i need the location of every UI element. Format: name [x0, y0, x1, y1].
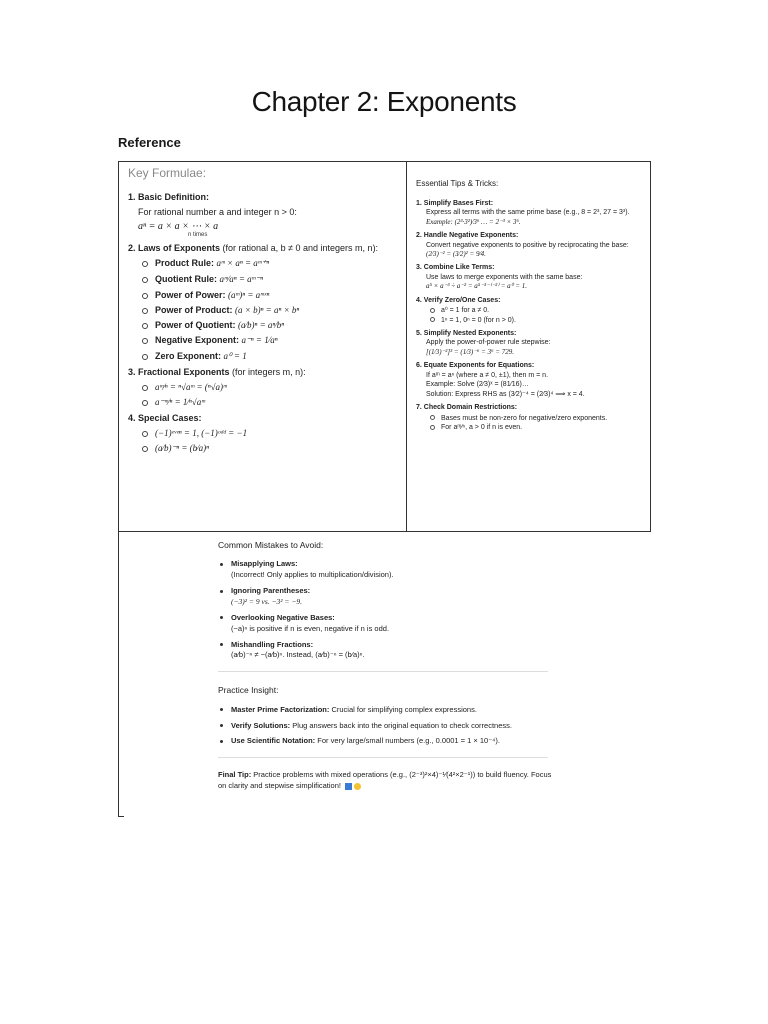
- mistakes-panel: [218, 539, 558, 792]
- tip-item: 6. Equate Exponents for Equations: If aᵐ = aⁿ (where a ≠ 0, ±1), then m = n. Example: Solve (2⁄3)ˣ = (81⁄16)… Solution: Express RHS as (3⁄2)⁻⁴ = (2⁄3)⁴ ⟹ x = 4.: [416, 362, 585, 398]
- mistake-item: Misapplying Laws: (Incorrect! Only applies to multiplication/division).: [220, 559, 558, 581]
- tip-item: 3. Combine Like Terms: Use laws to merge exponents with the same base: a⁵ × a⁻³ ÷ a⁻² = a⁵⁻³⁻⁽⁻²⁾ = a⁰ = 1.: [416, 264, 583, 291]
- basic-definition-text: For rational number a and integer n > 0:: [138, 207, 297, 217]
- tip-item: 1. Simplify Bases First: Express all terms with the same prime base (e.g., 8 = 2³, 27 = 3³). Example: (2³·3²)⁄3⁶ … = 2⁻³ × 3⁶.: [416, 199, 630, 226]
- basic-definition: 1. Basic Definition: For rational number a and integer n > 0: aⁿ = a × a × ⋯ × a n times: [128, 192, 400, 238]
- insight-item: Use Scientific Notation: For very large/small numbers (e.g., 0.0001 = 1 × 10⁻⁴).: [220, 736, 558, 747]
- fractional-item: aᵐ⁄ⁿ = ⁿ√aᵐ = (ⁿ√a)ᵐ: [142, 382, 400, 392]
- tip-item: 2. Handle Negative Exponents: Convert negative exponents to positive by reciprocating the base: (2⁄3)⁻² = (3⁄2)² = 9⁄4.: [416, 232, 629, 258]
- tip-item: 4. Verify Zero/One Cases: a⁰ = 1 for a ≠ 0. 1ⁿ = 1, 0ⁿ = 0 (for n > 0).: [416, 296, 516, 324]
- reference-label: Reference: [118, 135, 181, 150]
- law-item: Product Rule: aᵐ × aⁿ = aᵐ⁺ⁿ: [142, 258, 400, 269]
- mistakes-heading: Common Mistakes to Avoid:: [218, 540, 324, 550]
- sparkle-icon: [354, 783, 361, 790]
- tips-heading: Essential Tips & Tricks:: [416, 179, 499, 188]
- laws-list: [142, 258, 400, 362]
- brace-label: n times: [188, 232, 208, 238]
- mistake-item: Ignoring Parentheses: (−3)² = 9 vs. −3² = −9.: [220, 586, 558, 608]
- tips-panel: [416, 179, 648, 436]
- law-item: Quotient Rule: aᵐ⁄aⁿ = aᵐ⁻ⁿ: [142, 274, 400, 285]
- divider: [218, 671, 548, 672]
- mistake-item: Mishandling Fractions: (a⁄b)⁻ⁿ ≠ −(a⁄b)ⁿ. Instead, (a⁄b)⁻ⁿ = (b⁄a)ⁿ.: [220, 640, 558, 662]
- tip-item: 5. Simplify Nested Exponents: Apply the power-of-power rule stepwise: [(1⁄3)⁻²]³ = (1⁄3)⁻⁶ = 3⁶ = 729.: [416, 330, 551, 356]
- key-formulae-panel: [128, 166, 400, 459]
- laws-of-exponents: 2. Laws of Exponents (for rational a, b ≠ 0 and integers m, n): Product Rule: aᵐ × aⁿ = aᵐ⁺ⁿ Quotient Rule: aᵐ⁄aⁿ = aᵐ⁻ⁿ Power of Power: (aᵐ)ⁿ = aᵐˣⁿ Power of Product: (a × b)ⁿ = aⁿ × bⁿ Power of Quotient: (a⁄b)ⁿ = aⁿ⁄bⁿ Negative Exponent: a⁻ⁿ = 1⁄aⁿ Zero Exponent: a⁰ = 1: [128, 243, 400, 362]
- law-item: Power of Power: (aᵐ)ⁿ = aᵐˣⁿ: [142, 290, 400, 300]
- insight-heading: Practice Insight:: [218, 685, 279, 696]
- fractional-exponents: 3. Fractional Exponents (for integers m, n): aᵐ⁄ⁿ = ⁿ√aᵐ = (ⁿ√a)ᵐ a⁻ᵐ⁄ⁿ = 1⁄ⁿ√aᵐ: [128, 367, 400, 408]
- key-formulae-heading: Key Formulae:: [128, 166, 207, 180]
- special-cases: 4. Special Cases: (−1)ᵉᵛᵉⁿ = 1, (−1)ᵒᵈᵈ = −1 (a⁄b)⁻ⁿ = (b⁄a)ⁿ: [128, 413, 400, 454]
- law-item: Power of Quotient: (a⁄b)ⁿ = aⁿ⁄bⁿ: [142, 320, 400, 330]
- insight-item: Verify Solutions: Plug answers back into the original equation to check correctness.: [220, 721, 558, 732]
- law-item: Zero Exponent: a⁰ = 1: [142, 351, 400, 362]
- fractional-item: a⁻ᵐ⁄ⁿ = 1⁄ⁿ√aᵐ: [142, 397, 400, 408]
- law-item: Negative Exponent: a⁻ⁿ = 1⁄aⁿ: [142, 335, 400, 346]
- book-icon: [345, 783, 352, 790]
- basic-definition-formula: aⁿ = a × a × ⋯ × a: [138, 221, 219, 232]
- final-tip: Final Tip: Practice problems with mixed operations (e.g., (2⁻³)²×4)⁻¹⁄(4²×2⁻¹)) to build fluency. Focus on clarity and stepwise simplification!: [218, 770, 552, 791]
- insight-item: Master Prime Factorization: Crucial for simplifying complex expressions.: [220, 705, 558, 716]
- mistake-item: Overlooking Negative Bases: (−a)ⁿ is positive if n is even, negative if n is odd.: [220, 613, 558, 635]
- divider: [218, 757, 548, 758]
- special-item: (a⁄b)⁻ⁿ = (b⁄a)ⁿ: [142, 443, 400, 454]
- law-item: Power of Product: (a × b)ⁿ = aⁿ × bⁿ: [142, 305, 400, 315]
- reference-image: [118, 161, 651, 821]
- special-item: (−1)ᵉᵛᵉⁿ = 1, (−1)ᵒᵈᵈ = −1: [142, 428, 400, 438]
- page-title: Chapter 2: Exponents: [251, 86, 517, 117]
- tip-item: 7. Check Domain Restrictions: Bases must be non-zero for negative/zero exponents. For aᵐ⁄ⁿ, a > 0 if n is even.: [416, 404, 608, 431]
